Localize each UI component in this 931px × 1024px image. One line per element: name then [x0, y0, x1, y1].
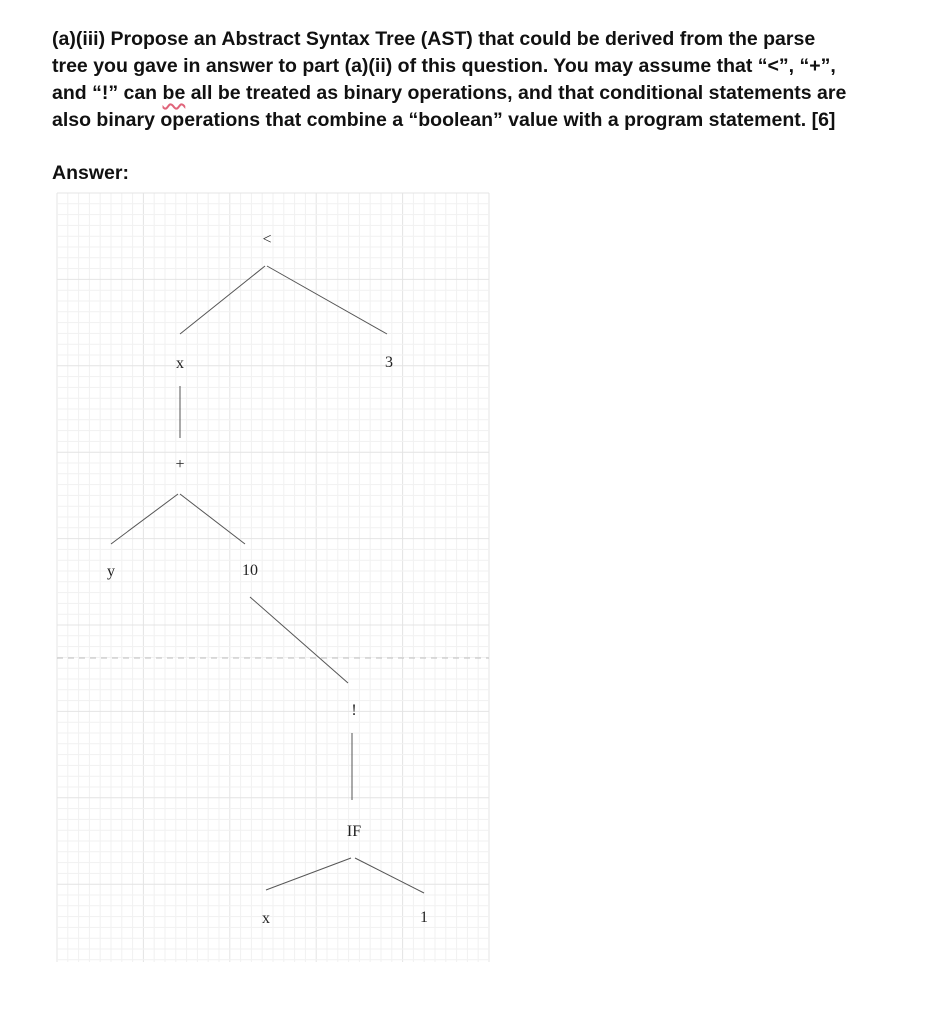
node-one: 1	[420, 909, 428, 926]
node-x-top: x	[176, 355, 184, 372]
node-plus: +	[175, 456, 185, 473]
question-line-1: (a)(iii) Propose an Abstract Syntax Tree (AST) that could be derived from the parse	[52, 28, 816, 50]
node-less-than: <	[262, 231, 272, 248]
edge-plus-10	[180, 494, 245, 544]
node-if: IF	[346, 823, 362, 840]
spellcheck-word[interactable]: be	[162, 82, 186, 104]
question-line-3: and “!” can be all be treated as binary operations, and that conditional statements are	[52, 82, 847, 104]
question-line-2: tree you gave in answer to part (a)(ii) of this question. You may assume that “<”, “+”,	[52, 55, 836, 77]
node-x-bottom: x	[262, 910, 270, 927]
tree-nodes	[107, 231, 428, 927]
node-not: !	[351, 702, 357, 719]
edge-10-not	[250, 597, 348, 683]
tree-edges	[111, 266, 424, 893]
node-ten: 10	[242, 562, 258, 579]
diagram-grid	[57, 193, 489, 962]
edge-lt-x	[180, 266, 265, 334]
node-three: 3	[385, 354, 393, 371]
answer-label: Answer:	[52, 162, 129, 184]
question-line-4: also binary operations that combine a “boolean” value with a program statement. [6]	[52, 109, 836, 131]
edge-plus-y	[111, 494, 178, 544]
node-y: y	[107, 563, 115, 580]
